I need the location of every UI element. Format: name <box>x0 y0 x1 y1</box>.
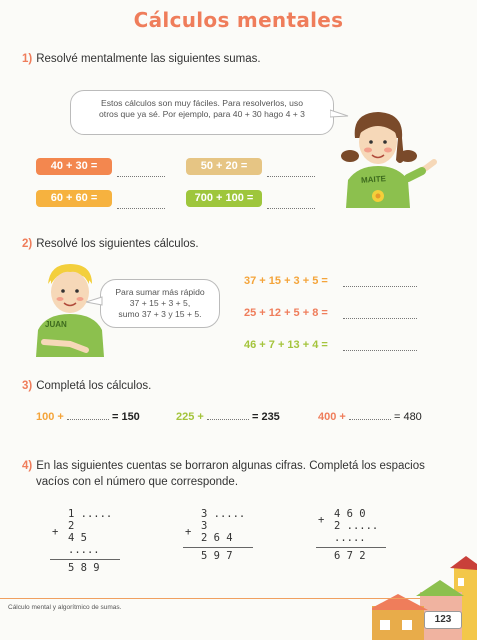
ex1-text: Resolvé mentalmente las siguientes sumas. <box>36 53 261 65</box>
ex3-answer-2[interactable] <box>207 419 249 420</box>
ex4-sum-3-mid[interactable]: 2 ..... ..... <box>334 520 379 544</box>
ex4-sum-1-top[interactable]: 1 ..... 2 <box>68 508 113 532</box>
ex4-sum-2-top[interactable]: 3 ..... 3 <box>201 508 246 532</box>
ex1-answer-2[interactable] <box>267 176 315 177</box>
ex2-text: Resolvé los siguientes cálculos. <box>36 238 199 250</box>
ex3-item-1 <box>36 411 140 423</box>
ex1-number: 1) <box>22 53 33 65</box>
ex4-sum-2 <box>183 508 253 562</box>
ex2-item-3: 46 + 7 + 13 + 4 = <box>244 339 328 351</box>
ex4-heading <box>22 458 425 490</box>
juan-boy-illustration <box>30 262 110 357</box>
ex3-heading <box>22 380 151 392</box>
ex4-sum-3-plus: + <box>318 514 325 526</box>
ex4-text-line-1: En las siguientes cuentas se borraron algunas cifras. Completá los espacios <box>36 460 425 472</box>
ex4-sum-2-mid: 2 6 4 <box>201 532 233 544</box>
ex2-bubble-line-2: 37 + 15 + 3 + 5, <box>129 298 191 308</box>
ex2-bubble-line-1: Para sumar más rápido <box>115 287 205 297</box>
ex1-item-3: 60 + 60 = <box>36 190 112 207</box>
ex1-answer-3[interactable] <box>117 208 165 209</box>
ex4-sum-1-mid[interactable]: 4 5 ..... <box>68 532 100 556</box>
ex2-answer-3[interactable] <box>343 350 417 351</box>
ex1-item-4: 700 + 100 = <box>186 190 262 207</box>
ex4-sum-3 <box>316 508 386 562</box>
ex2-answer-2[interactable] <box>343 318 417 319</box>
ex2-heading <box>22 238 199 250</box>
maite-shirt-label: MAITE <box>360 174 387 185</box>
ex3-item-2 <box>176 411 280 423</box>
ex3-item-1-right: = 150 <box>111 411 140 423</box>
footer-divider <box>0 598 420 599</box>
ex3-item-2-left: 225 + <box>176 411 204 423</box>
ex4-sum-2-plus: + <box>185 526 192 538</box>
ex1-item-2: 50 + 20 = <box>186 158 262 175</box>
ex4-text-line-2: vacíos con el número que corresponde. <box>36 476 239 488</box>
ex4-sum-1 <box>50 508 120 574</box>
ex2-item-2: 25 + 12 + 5 + 8 = <box>244 307 328 319</box>
page-number: 123 <box>424 611 462 629</box>
ex3-item-3-right: = 480 <box>393 411 422 423</box>
ex3-answer-1[interactable] <box>67 419 109 420</box>
ex1-answer-4[interactable] <box>267 208 315 209</box>
ex3-answer-3[interactable] <box>349 419 391 420</box>
ex4-sum-1-result: 5 8 9 <box>50 559 120 574</box>
ex4-sum-3-result: 6 7 2 <box>316 547 386 562</box>
ex4-sum-2-result: 5 9 7 <box>183 547 253 562</box>
ex1-answer-1[interactable] <box>117 176 165 177</box>
ex2-number: 2) <box>22 238 33 250</box>
footer-caption: Cálculo mental y algorítmico de sumas. <box>8 604 122 611</box>
page-title: Cálculos mentales <box>133 8 344 32</box>
ex3-item-2-right: = 235 <box>251 411 280 423</box>
ex1-bubble-line-1: Estos cálculos son muy fáciles. Para resolverlos, uso <box>100 98 304 108</box>
ex3-item-3-left: 400 + <box>318 411 346 423</box>
ex3-item-3 <box>318 411 422 423</box>
juan-shirt-label: JUAN <box>45 320 67 329</box>
ex1-item-1: 40 + 30 = <box>36 158 112 175</box>
ex3-number: 3) <box>22 380 33 392</box>
maite-girl-illustration <box>330 108 440 208</box>
ex2-item-1: 37 + 15 + 3 + 5 = <box>244 275 328 287</box>
ex1-speech-bubble <box>70 90 334 135</box>
ex2-answer-1[interactable] <box>343 286 417 287</box>
ex2-speech-bubble <box>100 279 220 328</box>
ex4-number: 4) <box>22 460 33 472</box>
ex1-heading <box>22 53 261 65</box>
ex2-bubble-line-3: sumo 37 + 3 y 15 + 5. <box>118 309 202 319</box>
ex1-bubble-line-2: otros que ya sé. Por ejemplo, para 40 + 30 hago 4 + 3 <box>99 109 305 119</box>
ex2-bubble-tail <box>86 296 104 308</box>
ex4-sum-1-plus: + <box>52 526 59 538</box>
ex3-text: Completá los cálculos. <box>36 380 152 392</box>
ex4-sum-3-top: 4 6 0 <box>334 508 366 520</box>
ex3-item-1-left: 100 + <box>36 411 64 423</box>
